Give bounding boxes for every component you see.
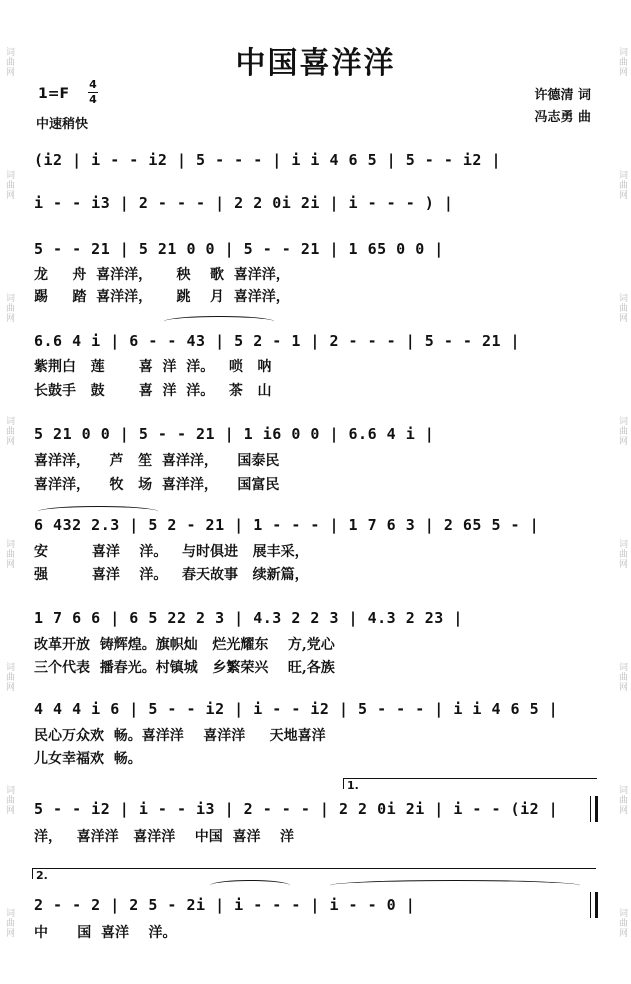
key-signature: 1=F xyxy=(38,86,70,102)
watermark-text: 词曲网 xyxy=(617,169,627,200)
watermark-text: 词曲网 xyxy=(4,46,14,77)
score-row-7-lyric-1: 改革开放 铸辉煌。旗帜灿 烂光耀东 方,党心 xyxy=(34,637,335,653)
watermark-text: 词曲网 xyxy=(4,169,14,200)
slur-mark xyxy=(164,316,274,327)
score-row-7-notes: 1 7 6 6 | 6 5 22 2 3 | 4.3 2 2 3 | 4.3 2 23 | xyxy=(34,609,463,627)
watermark-text: 词曲网 xyxy=(4,784,14,815)
score-row-7-lyric-2: 三个代表 播春光。村镇城 乡繁荣兴 旺,各族 xyxy=(34,660,335,676)
score-row-4-lyric-1: 紫荆白 莲 喜 洋 洋。 唢 呐 xyxy=(34,359,272,375)
watermark-text: 词曲网 xyxy=(617,292,627,323)
watermark-text: 词曲网 xyxy=(4,415,14,446)
watermark-left xyxy=(0,0,18,984)
score-row-9-lyric-1: 洋， 喜洋洋 喜洋洋 中国 喜洋 洋 xyxy=(34,829,294,845)
score-row-1-notes: (i2 | i - - i2 | 5 - - - | i i 4 6 5 | 5 - - i2 | xyxy=(34,151,502,169)
score-row-4-lyric-2: 长鼓手 鼓 喜 洋 洋。 茶 山 xyxy=(34,383,272,399)
repeat-barline-1 xyxy=(590,796,598,822)
score-row-8-lyric-2: 儿女幸福欢 畅。 xyxy=(34,751,142,767)
score-row-6-lyric-2: 强 喜洋 洋。 春天故事 续新篇， xyxy=(34,567,309,583)
score-row-6-notes: 6 432 2.3 | 5 2 - 21 | 1 - - - | 1 7 6 3 | 2 65 5 - | xyxy=(34,516,540,534)
score-row-5-lyric-2: 喜洋洋， 牧 场 喜洋洋， 国富民 xyxy=(34,477,280,493)
score-row-9-notes: 5 - - i2 | i - - i3 | 2 - - - | 2 2 0i 2i | i - - (i2 | xyxy=(34,800,559,818)
final-barline xyxy=(590,892,598,918)
slur-mark xyxy=(210,880,290,891)
score-row-3-notes: 5 - - 21 | 5 21 0 0 | 5 - - 21 | 1 65 0 0 | xyxy=(34,240,444,258)
watermark-text: 词曲网 xyxy=(4,538,14,569)
composer-credit: 冯志勇 曲 xyxy=(534,110,591,125)
volta-bracket-1: 1. xyxy=(343,778,597,789)
score-row-3-lyric-1: 龙 舟 喜洋洋， 秧 歌 喜洋洋， xyxy=(34,267,290,283)
score-row-3-lyric-2: 踢 踏 喜洋洋， 跳 月 喜洋洋， xyxy=(34,289,290,305)
watermark-text: 词曲网 xyxy=(4,907,14,938)
volta-bracket-2: 2. xyxy=(32,868,596,879)
time-signature-top: 4 xyxy=(89,78,97,91)
score-row-5-lyric-1: 喜洋洋， 芦 笙 喜洋洋， 国泰民 xyxy=(34,453,280,469)
score-row-2-notes: i - - i3 | 2 - - - | 2 2 0i 2i | i - - - ) | xyxy=(34,194,454,212)
watermark-text: 词曲网 xyxy=(617,538,627,569)
song-title: 中国喜洋洋 xyxy=(235,46,396,81)
time-signature xyxy=(88,79,98,106)
score-row-10-notes: 2 - - 2 | 2 5 - 2i | i - - - | i - - 0 | xyxy=(34,896,416,914)
watermark-text: 词曲网 xyxy=(617,661,627,692)
watermark-text: 词曲网 xyxy=(4,661,14,692)
slur-mark xyxy=(330,880,580,891)
score-row-8-notes: 4 4 4 i 6 | 5 - - i2 | i - - i2 | 5 - - - | i i 4 6 5 | xyxy=(34,700,559,718)
time-signature-bottom: 4 xyxy=(89,93,97,106)
score-row-5-notes: 5 21 0 0 | 5 - - 21 | 1 i6 0 0 | 6.6 4 i | xyxy=(34,425,435,443)
score-row-4-notes: 6.6 4 i | 6 - - 43 | 5 2 - 1 | 2 - - - | 5 - - 21 | xyxy=(34,332,521,350)
score-row-10-lyric-1: 中 国 喜洋 洋。 xyxy=(34,925,177,941)
watermark-text: 词曲网 xyxy=(617,784,627,815)
tempo-marking: 中速稍快 xyxy=(36,117,89,132)
watermark-text: 词曲网 xyxy=(617,907,627,938)
watermark-text: 词曲网 xyxy=(617,46,627,77)
score-row-8-lyric-1: 民心万众欢 畅。喜洋洋 喜洋洋 天地喜洋 xyxy=(34,728,326,744)
slur-mark xyxy=(38,506,158,517)
lyricist-credit: 许德清 词 xyxy=(534,88,591,103)
score-row-6-lyric-1: 安 喜洋 洋。 与时俱进 展丰采， xyxy=(34,544,309,560)
watermark-text: 词曲网 xyxy=(4,292,14,323)
watermark-text: 词曲网 xyxy=(617,415,627,446)
watermark-right xyxy=(613,0,631,984)
